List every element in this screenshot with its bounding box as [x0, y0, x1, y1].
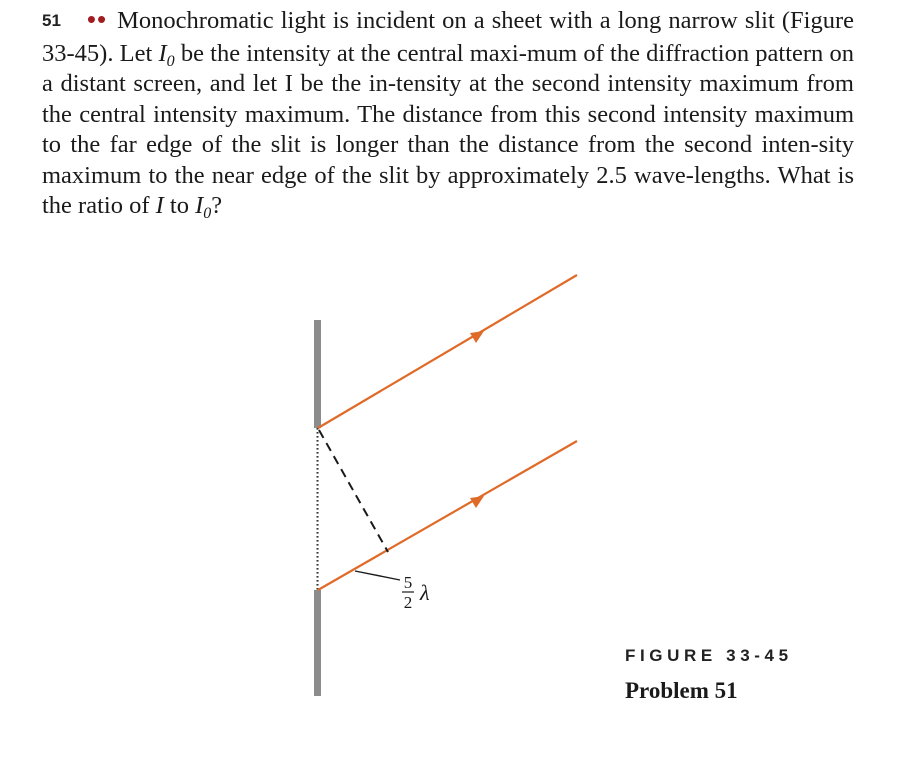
- symbol-i: I: [155, 192, 164, 219]
- problem-text-4: ?: [211, 192, 223, 219]
- perpendicular-dashed: [319, 430, 388, 552]
- symbol-i0-second: $I_0$: [195, 192, 212, 222]
- problem-text-1: Monochromatic light is incident on a sheet with a long narrow slit (Figure 33-45). Let: [42, 7, 854, 67]
- problem-text-2: be the intensity at the central maxi-mum of the diffraction pattern on a distant screen, and let I be the in-tensity at the second intensity maximum from the central intensity maximum. The distance from this second intensity maximum to the far edge of the slit is longer than the distance from the second inten-sity maximum to the near edge of the slit by approximately 2.5 wave-lengths. What is the ratio of: [42, 39, 854, 219]
- sheet-lower: [314, 590, 321, 696]
- sheet-upper: [314, 320, 321, 428]
- figure-label: FIGURE 33-45: [625, 646, 793, 665]
- path-difference-leader: [355, 571, 400, 580]
- path-difference-lambda: λ: [420, 580, 430, 605]
- ray-upper: [318, 275, 577, 428]
- figure-caption: [625, 646, 793, 704]
- problem-number: 51: [42, 11, 61, 30]
- figure-problem-ref: Problem 51: [625, 678, 738, 703]
- difficulty-dots: ••: [86, 4, 108, 34]
- path-difference-denominator: 2: [403, 593, 413, 612]
- problem-text-3: to: [163, 192, 196, 219]
- ray-lower: [318, 441, 577, 590]
- symbol-i0: $I_0$: [158, 39, 175, 70]
- path-difference-numerator: 5: [403, 573, 413, 592]
